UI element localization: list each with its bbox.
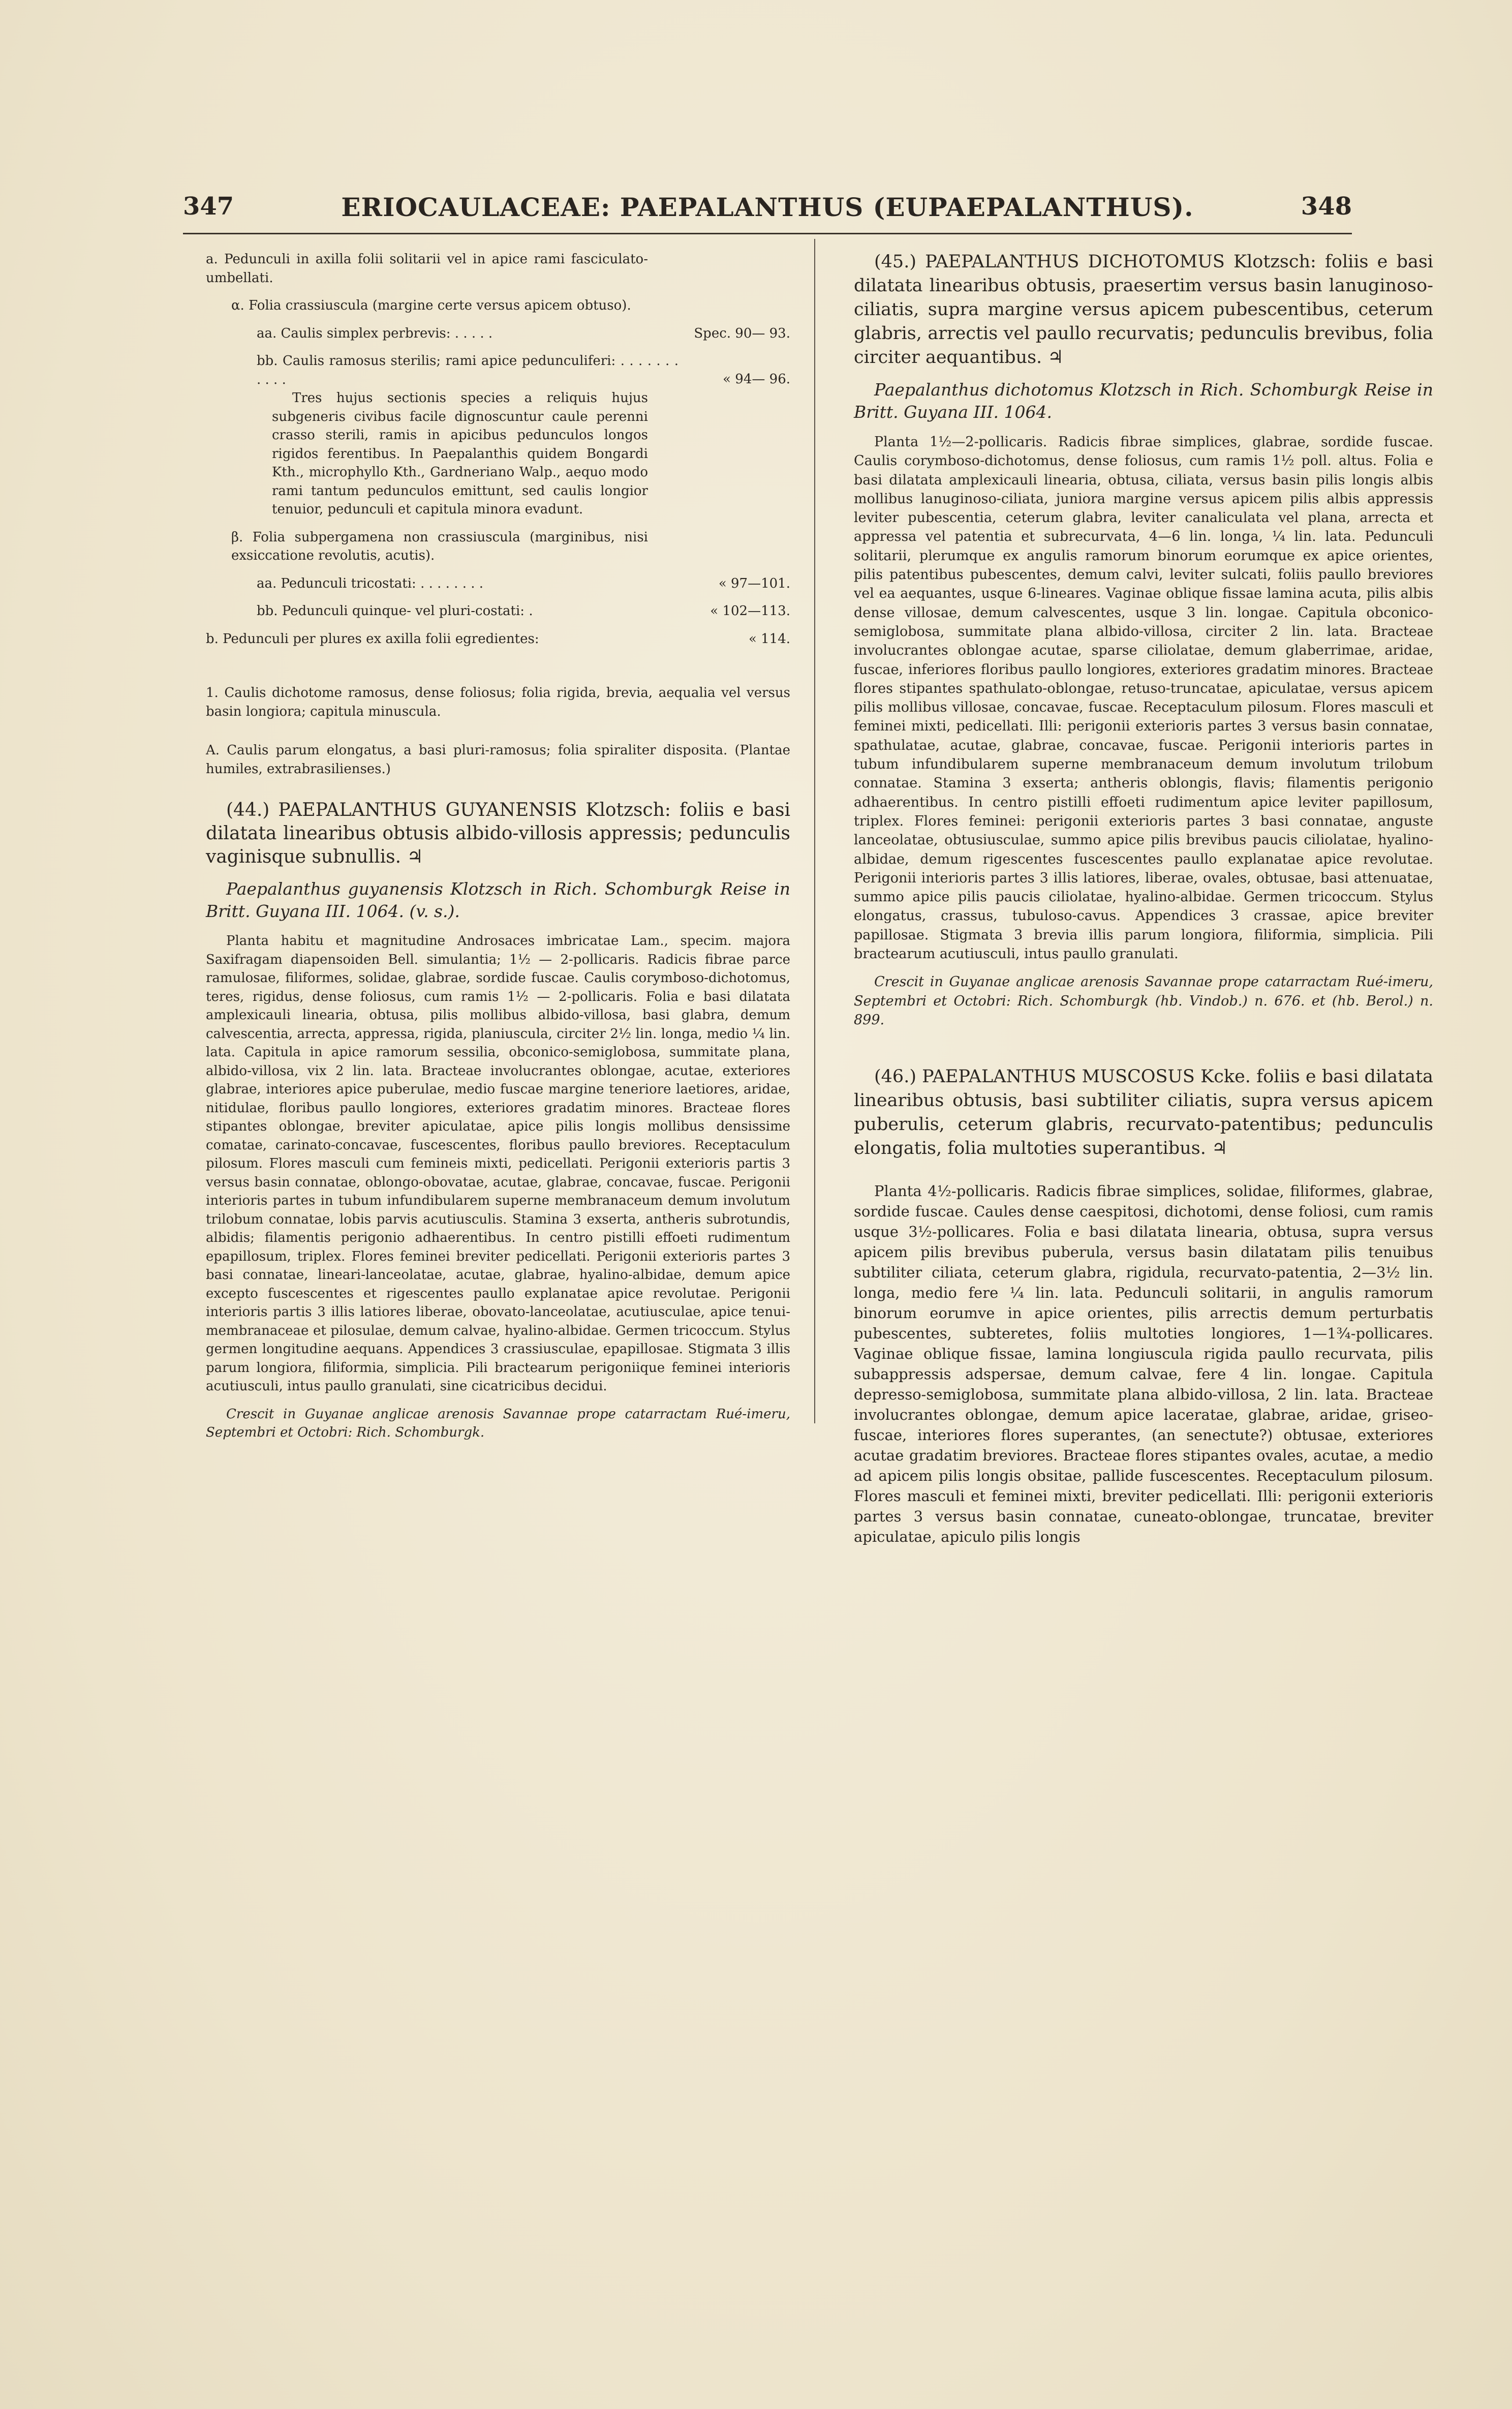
key-ref: « 94— 96. [723, 372, 790, 387]
key-text: b. Pedunculi per plures ex axilla folii egredientes: [206, 631, 539, 647]
left-column [206, 250, 790, 1442]
species-heading: (45.) PAEPALANTHUS DICHOTOMUS Klotzsch: foliis e basi dilatata linearibus obtusis, praesertim versus basin lanuginoso-ciliatis, supra margine versus apicem pubescentibus, ceterum glabris, arrectis vel paullo recurvatis; pedunculis brevibus, folia circiter aequantibus. ♃ [854, 252, 1433, 368]
species-habitat: Crescit in Guyanae anglicae arenosis Savannae prope catarractam Rué-imeru, Septembri et Octobri: Rich. Schomburgk. [206, 1406, 790, 1440]
species-habitat: Crescit in Guyanae anglicae arenosis Savannae prope catarractam Rué-imeru, Septembri et Octobri: Rich. Schomburgk (hb. Vindob.) n. 676. et (hb. Berol.) n. 899. [854, 974, 1433, 1028]
header-rule [183, 233, 1352, 234]
section-note: Tres hujus sectionis species a reliquis hujus subgeneris civibus facile dignoscuntur caule perenni crasso sterili, ramis in apicibus pedunculos longos rigidos ferentibus. In Paepalanthis quidem Bongardi Kth., microphyllo Kth., Gardneriano Walp., aequo modo rami tantum pedunculos emittunt, sed caulis longior tenuior, pedunculi et capitula minora evadunt. [272, 390, 648, 517]
section-A: A. Caulis parum elongatus, a basi pluri-ramosus; folia spiraliter disposita. (Plantae humiles, extrabrasilienses.) [206, 743, 790, 777]
key-ref: « 97—101. [718, 575, 790, 591]
running-header [183, 192, 1352, 228]
species-synonym: Paepalanthus dichotomus Klotzsch in Rich. Schomburgk Reise in Britt. Guyana III. 1064. [854, 380, 1433, 422]
section-1: 1. Caulis dichotome ramosus, dense foliosus; folia rigida, brevia, aequalia vel versus basin longiora; capitula minuscula. [206, 685, 790, 719]
key-text: bb. Pedunculi quinque- vel pluri-costati: . [257, 603, 533, 619]
species-description: Planta 4½-pollicaris. Radicis fibrae simplices, solidae, filiformes, glabrae, sordide fuscae. Caules dense caespitosi, dichotomi, dense foliosi, cum ramis usque 3½-pollicares. Folia e basi dilatata linearia, obtusa, supra versus apicem pilis brevibus puberula, versus basin dilatatam pilis tenuibus subtiliter ciliata, ceterum glabra, rigidula, recurvato-patentia, 2—3½ lin. longa, medio fere ¼ lin. lata. Pedunculi solitarii, in angulis ramorum binorum eorumve in apice orientes, pilis arrectis demum perturbatis pubescentes, subteretes, foliis multoties longiores, 1—1¾-pollicares. Vaginae oblique fissae, lamina longiuscula rigida paullo recurvata, pilis subappressis adspersae, demum calvae, fere 4 lin. longae. Capitula depresso-semiglobosa, summitate plana albido-villosa, 2 lin. lata. Bracteae involucrantes oblongae, demum apice laceratae, glabrae, aridae, griseo-fuscae, interiores flores superantes, (an senectute?) obtusae, exteriores acutae gradatim breviores. Bracteae flores stipantes ovales, acutae, a medio ad apicem pilis longis obsitae, pallide fuscescentes. Receptaculum pilosum. Flores masculi et feminei mixti, breviter pedicellati. Illi: perigonii exterioris partes 3 versus basin connatae, cuneato-oblongae, truncatae, breviter apiculatae, apiculo pilis longis [854, 1182, 1433, 1546]
key-line [206, 324, 790, 343]
running-title: ERIOCAULACEAE: PAEPALANTHUS (EUPAEPALANTHUS). [341, 192, 1194, 222]
left-page-number: 347 [183, 192, 234, 221]
key-line: a. Pedunculi in axilla folii solitarii vel in apice rami fasciculato-umbellati. [206, 252, 648, 286]
key-line: α. Folia crassiuscula (margine certe versus apicem obtuso). [231, 298, 631, 313]
right-page-number: 348 [1301, 192, 1352, 221]
key-line: β. Folia subpergamena non crassiuscula (marginibus, nisi exsiccatione revolutis, acutis). [231, 529, 648, 563]
column-divider [814, 239, 815, 1423]
species-heading: (44.) PAEPALANTHUS GUYANENSIS Klotzsch: foliis e basi dilatata linearibus obtusis albido-villosis appressis; pedunculis vaginisque subnullis. ♃ [206, 800, 790, 867]
species-heading: (46.) PAEPALANTHUS MUSCOSUS Kcke. foliis e basi dilatata linearibus obtusis, basi subtiliter ciliatis, supra versus apicem puberulis, ceterum glabris, recurvato-patentibus; pedunculis elongatis, folia multoties superantibus. ♃ [854, 1066, 1433, 1159]
key-line [206, 630, 790, 649]
key-ref: « 102—113. [710, 603, 790, 619]
key-line [206, 602, 790, 621]
key-ref: Spec. 90— 93. [694, 325, 790, 341]
species-description: Planta 1½—2-pollicaris. Radicis fibrae simplices, glabrae, sordide fuscae. Caulis corymboso-dichotomus, dense foliosus, cum ramis 1½ poll. altus. Folia e basi dilatata amplexicauli linearia, obtusa, ciliata, versus basin pilis longis albis mollibus lanuginoso-ciliata, juniora margine versus apicem pilis albis appressis leviter pubescentia, ceterum glabra, leviter canaliculata vel plana, arrecta et appressa vel patentia et subrecurvata, 4—6 lin. longa, ¼ lin. lata. Pedunculi solitarii, plerumque ex angulis ramorum binorum eorumque ex apice orientes, pilis patentibus pubescentes, demum calvi, leviter sulcati, foliis paullo breviores vel ea aequantes, usque 6-lineares. Vaginae oblique fissae lamina acuta, pilis albis dense villosae, demum calvescentes, usque 3 lin. longae. Capitula obconico-semiglobosa, summitate plana albido-villosa, circiter 2 lin. lata. Bracteae involucrantes oblongae acutae, sparse ciliolatae, demum glaberrimae, aridae, fuscae, inferiores floribus paullo longiores, exteriores gradatim minores. Bracteae flores stipantes spathulato-oblongae, retuso-truncatae, apiculatae, versus apicem pilis mollibus villosae, concavae, fuscae. Receptaculum pilosum. Flores masculi et feminei mixti, pedicellati. Illi: perigonii exterioris partes 3 versus basin connatae, spathulatae, acutae, glabrae, concavae, fuscae. Perigonii interioris partes in tubum infundibularem superne membranaceum demum involutum trilobum connatae. Stamina 3 exserta; antheris oblongis, flavis; filamentis perigonio adhaerentibus. In centro pistilli effoeti rudimentum apice leviter papillosum, triplex. Flores feminei: perigonii exterioris partes 3 basi connatae, anguste lanceolatae, obtusiusculae, summo apice pilis brevibus paucis ciliolatae, hyalino-albidae, demum rigescentes fuscescentes paullo explanatae apice revolutae. Perigonii interioris partes 3 illis latiores, liberae, ovales, obtusae, basi attenuatae, summo apice pilis paucis ciliolatae, hyalino-albidae. Germen tricoccum. Stylus elongatus, crassus, tubuloso-cavus. Appendices 3 crassae, apice breviter papillosae. Stigmata 3 brevia illis parum longiora, filiformia, simplicia. Pili bractearum acutiusculi, intus paullo granulati. [854, 434, 1433, 962]
key-text: bb. Caulis ramosus sterilis; rami apice pedunculiferi: . . . . . . . . . . . [257, 353, 678, 387]
species-synonym: Paepalanthus guyanensis Klotzsch in Rich. Schomburgk Reise in Britt. Guyana III. 1064. (v. s.). [206, 879, 790, 921]
key-line [206, 574, 790, 593]
species-description: Planta habitu et magnitudine Androsaces imbricatae Lam., specim. majora Saxifragam diapensoiden Bell. simulantia; 1½ — 2-pollicaris. Radicis fibrae parce ramulosae, filiformes, solidae, glabrae, sordide fuscae. Caulis corymboso-dichotomus, teres, rigidus, dense foliosus, cum ramis 1½ — 2-pollicaris. Folia e basi dilatata amplexicauli linearia, obtusa, pilis mollibus albido-villosa, basi glabra, demum calvescentia, arrecta, appressa, rigida, planiuscula, circiter 2½ lin. longa, medio ¼ lin. lata. Capitula in apice ramorum sessilia, obconico-semiglobosa, summitate plana, albido-villosa, vix 2 lin. lata. Bracteae involucrantes oblongae, acutae, exteriores glabrae, interiores apice puberulae, medio fuscae margine teneriore laetiores, aridae, nitidulae, floribus paullo longiores, exteriores gradatim minores. Bracteae flores stipantes oblongae, breviter apiculatae, apice pilis longis mollibus densissime comatae, carinato-concavae, fuscescentes, floribus paullo breviores. Receptaculum pilosum. Flores masculi cum femineis mixti, pedicellati. Perigonii exterioris partis 3 versus basin connatae, oblongo-obovatae, acutae, glabrae, concavae, fuscae. Perigonii interioris partes in tubum infundibularem superne membranaceum demum involutum trilobum connatae, lobis parvis acutiusculis. Stamina 3 exserta, antheris subrotundis, albidis; filamentis perigonio adhaerentibus. In centro pistilli effoeti rudimentum epapillosum, triplex. Flores feminei breviter pedicellati. Perigonii exterioris partes 3 basi connatae, lineari-lanceolatae, acutae, glabrae, hyalino-albidae, demum apice excepto fuscescentes et rigescentes paullo explanatae apice revolutae. Perigonii interioris partis 3 illis latiores liberae, obovato-lanceolatae, acutiusculae, apice tenui-membranaceae et pilosulae, demum calvae, hyalino-albidae. Germen tricoccum. Stylus germen longitudine aequans. Appendices 3 crassiusculae, epapillosae. Stigmata 3 illis parum longiora, filiformia, simplicia. Pili bractearum perigoniique feminei interioris acutiusculi, intus paullo granulati, sine cicatricibus decidui. [206, 933, 790, 1394]
key-line [206, 352, 790, 389]
key-text: aa. Pedunculi tricostati: . . . . . . . . [257, 575, 484, 591]
right-column [854, 250, 1433, 1547]
key-ref: « 114. [748, 631, 790, 647]
key-text: aa. Caulis simplex perbrevis: . . . . . [257, 325, 493, 341]
